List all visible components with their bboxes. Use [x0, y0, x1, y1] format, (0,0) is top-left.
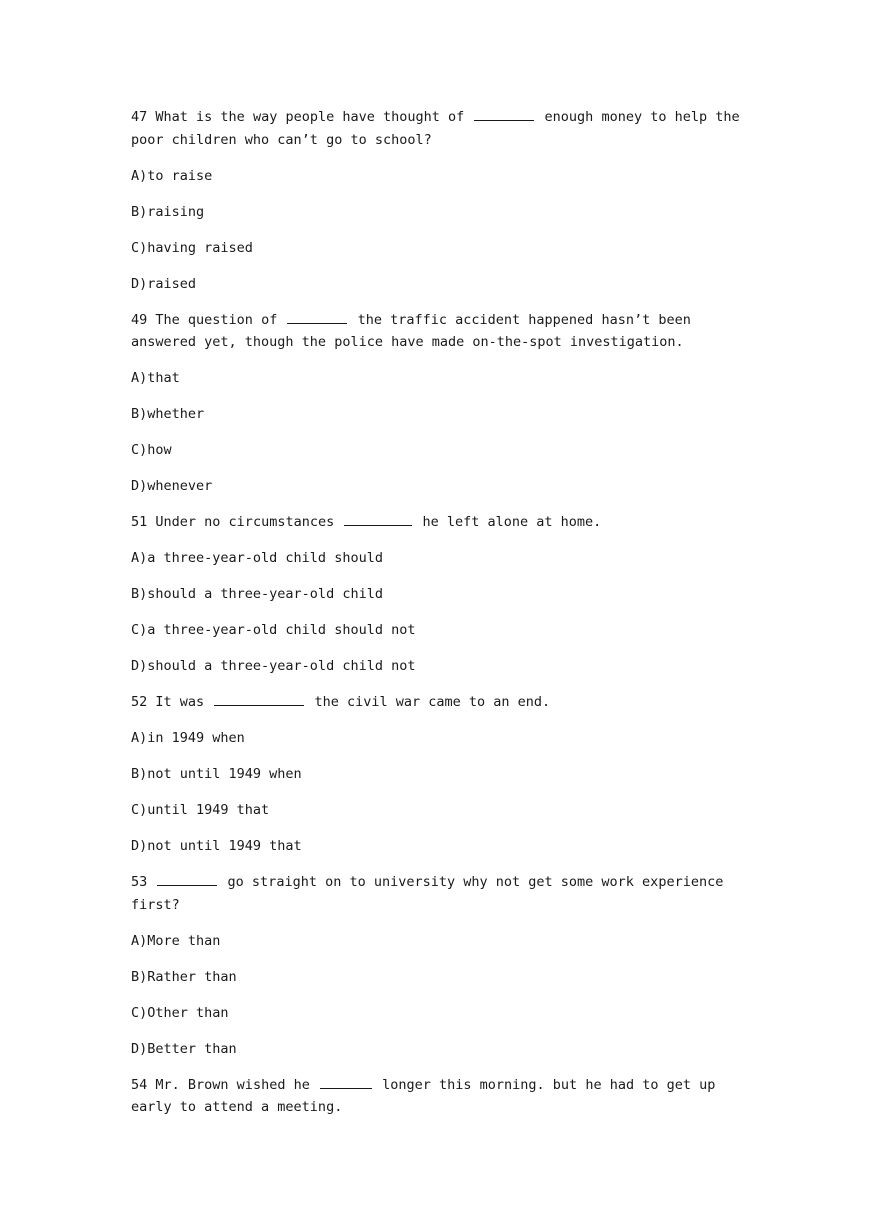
question-number: 53	[131, 874, 148, 890]
question-block	[131, 1074, 743, 1119]
question-stem	[131, 106, 743, 151]
answer-blank	[344, 511, 412, 526]
question-number: 52	[131, 694, 148, 710]
question-text-after: longer this morning. but he had to get up early to attend a meeting.	[131, 1076, 716, 1115]
option-c: C)a three-year-old child should not	[131, 622, 416, 638]
option-a: A)a three-year-old child should	[131, 550, 383, 566]
option-b: B)whether	[131, 406, 205, 422]
option-c: C)until 1949 that	[131, 802, 270, 818]
answer-blank	[320, 1074, 372, 1089]
question-stem	[131, 1074, 743, 1119]
option-c: C)having raised	[131, 239, 253, 256]
question-number: 54	[131, 1076, 148, 1093]
option-b: B)not until 1949 when	[131, 766, 302, 782]
answer-blank	[157, 871, 217, 886]
option-c: C)Other than	[131, 1004, 229, 1021]
option-d: D)should a three-year-old child not	[131, 658, 416, 674]
question-text-after: the civil war came to an end.	[314, 694, 551, 710]
answer-blank	[287, 309, 347, 324]
answer-blank	[214, 691, 304, 706]
question-text-after: go straight on to university why not get some work experience first?	[131, 874, 724, 913]
option-b: B)should a three-year-old child	[131, 586, 383, 602]
exam-page	[131, 106, 743, 1132]
option-b: B)raising	[131, 203, 205, 220]
question-text-before: It was	[155, 694, 205, 710]
option-a: A)that	[131, 370, 180, 386]
option-d: D)raised	[131, 275, 197, 292]
question-stem	[131, 309, 743, 354]
question-block	[131, 106, 743, 295]
question-stem	[131, 871, 743, 916]
question-text-after: the traffic accident happened hasn’t been answered yet, though the police have made on-the-spot investigation.	[131, 311, 691, 350]
question-number: 47	[131, 109, 148, 125]
option-d: D)Better than	[131, 1040, 237, 1057]
question-block	[131, 309, 743, 498]
question-stem	[131, 511, 743, 534]
option-c: C)how	[131, 442, 172, 458]
question-block	[131, 511, 743, 678]
question-text-before: Under no circumstances	[155, 514, 335, 530]
question-number: 51	[131, 514, 148, 530]
question-text-after: enough money to help the poor children who can’t go to school?	[131, 109, 740, 148]
question-text-before: Mr. Brown wished he	[155, 1076, 310, 1093]
question-text-before: What is the way people have thought of	[155, 109, 465, 125]
option-a: A)in 1949 when	[131, 730, 245, 746]
question-number: 49	[131, 311, 148, 328]
option-d: D)not until 1949 that	[131, 838, 302, 854]
option-b: B)Rather than	[131, 968, 237, 985]
question-block	[131, 691, 743, 858]
question-text-after: he left alone at home.	[422, 514, 602, 530]
option-d: D)whenever	[131, 478, 213, 494]
answer-blank	[474, 106, 534, 121]
question-block	[131, 871, 743, 1060]
question-stem	[131, 691, 743, 714]
question-text-before: The question of	[155, 311, 278, 328]
option-a: A)More than	[131, 932, 221, 949]
option-a: A)to raise	[131, 167, 213, 184]
